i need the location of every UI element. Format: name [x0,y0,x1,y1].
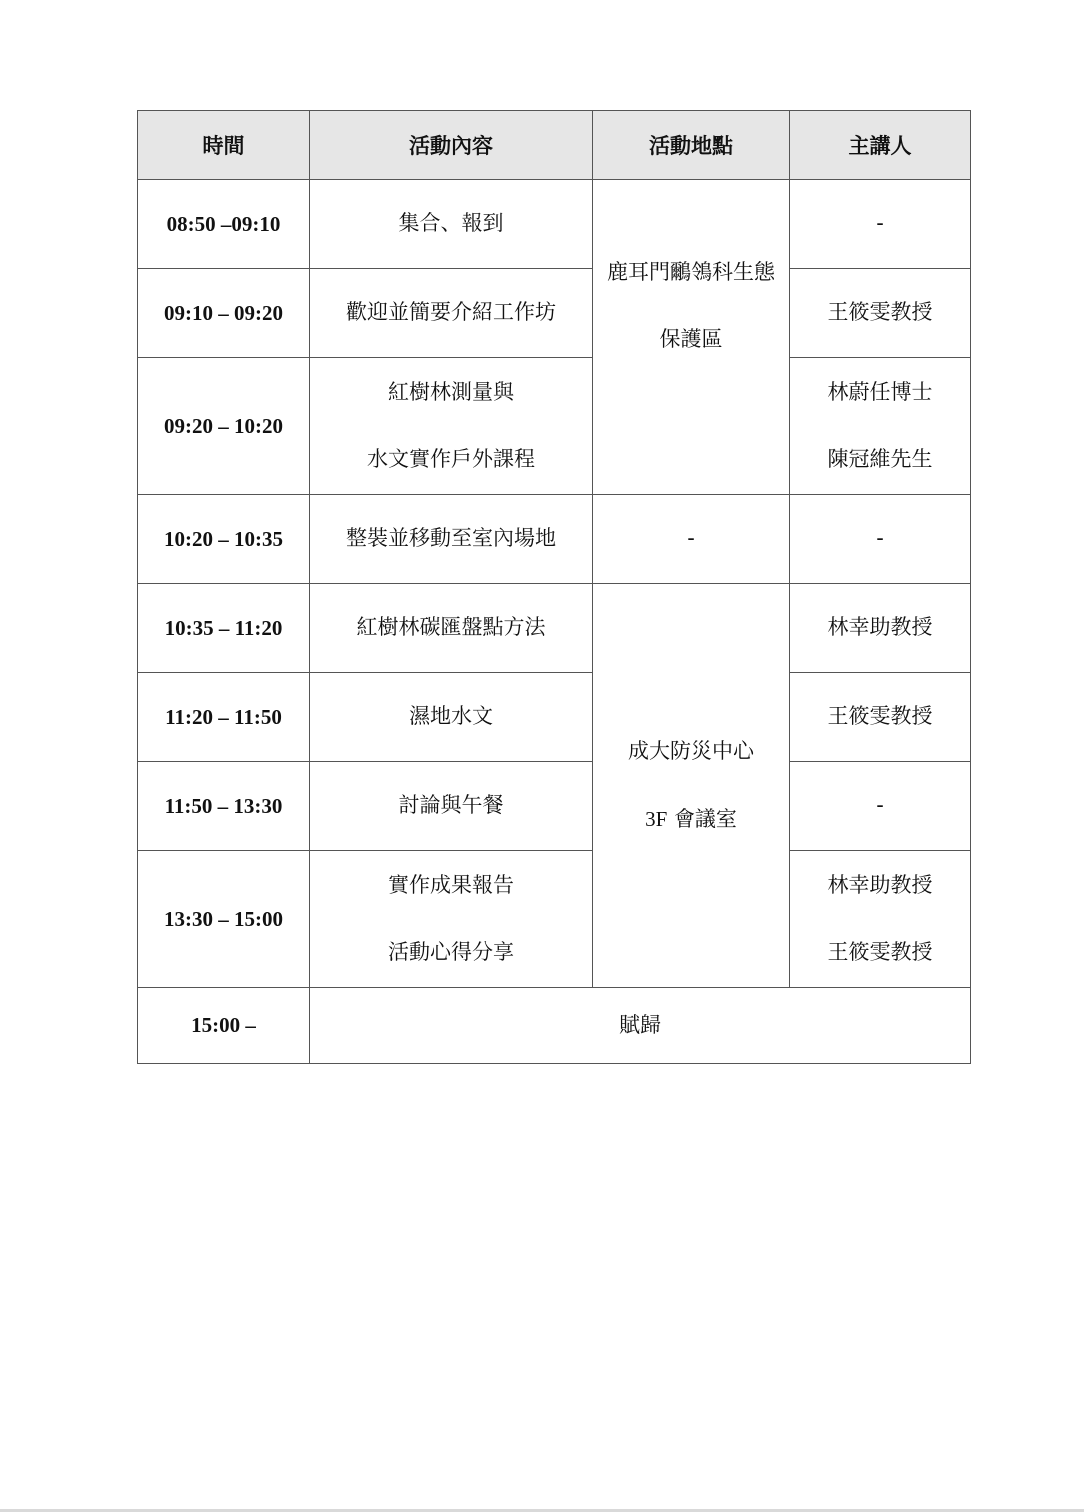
table-row [138,673,971,762]
location-line: 保護區 [659,327,723,351]
table-row [138,988,971,1064]
table-row [138,269,971,358]
speaker-cell: - [790,495,971,584]
header-content: 活動內容 [310,111,593,180]
speaker-cell: 林幸助教授 [790,584,971,673]
time-cell: 11:20 – 11:50 [138,673,310,762]
speaker-cell [790,358,971,495]
time-cell: 10:20 – 10:35 [138,495,310,584]
content-line: 水文實作戶外課程 [367,447,535,471]
time-cell: 15:00 – [138,988,310,1064]
content-cell: 濕地水文 [310,673,593,762]
speaker-line: 陳冠維先生 [827,447,933,471]
time-cell: 09:10 – 09:20 [138,269,310,358]
speaker-cell: 王筱雯教授 [790,269,971,358]
time-cell: 11:50 – 13:30 [138,762,310,851]
location-cell [593,180,790,495]
location-line [593,807,789,832]
speaker-cell [790,851,971,988]
content-cell [310,851,593,988]
content-cell: 紅樹林碳匯盤點方法 [310,584,593,673]
time-cell: 08:50 –09:10 [138,180,310,269]
location-cell: - [593,495,790,584]
location-line: 成大防災中心 [628,739,754,764]
location-line: 鹿耳門鸍鴒科生態 [607,259,775,284]
time-cell: 10:35 – 11:20 [138,584,310,673]
content-cell: 集合、報到 [310,180,593,269]
content-cell: 整裝並移動至室內場地 [310,495,593,584]
content-cell: 討論與午餐 [310,762,593,851]
header-speaker: 主講人 [790,111,971,180]
header-row [138,111,971,180]
content-line: 實作成果報告 [388,872,514,897]
speaker-line: 林蔚任博士 [827,379,933,404]
speaker-cell: - [790,762,971,851]
time-cell: 09:20 – 10:20 [138,358,310,495]
header-time: 時間 [138,111,310,180]
time-cell: 13:30 – 15:00 [138,851,310,988]
speaker-line: 林幸助教授 [827,872,933,897]
table-row [138,495,971,584]
schedule-table [137,110,971,1064]
speaker-cell: - [790,180,971,269]
table-row [138,180,971,269]
speaker-cell: 王筱雯教授 [790,673,971,762]
location-cell [593,584,790,988]
table-row [138,358,971,495]
header-location: 活動地點 [593,111,790,180]
speaker-line: 王筱雯教授 [827,940,933,964]
content-line: 紅樹林測量與 [388,379,514,404]
content-cell: 歡迎並簡要介紹工作坊 [310,269,593,358]
table-row [138,851,971,988]
floor-label: 3F [645,806,668,831]
table-row [138,584,971,673]
table-row [138,762,971,851]
content-cell: 賦歸 [310,988,971,1064]
content-line: 活動心得分享 [388,940,514,964]
content-cell [310,358,593,495]
room-label: 會議室 [673,806,737,831]
